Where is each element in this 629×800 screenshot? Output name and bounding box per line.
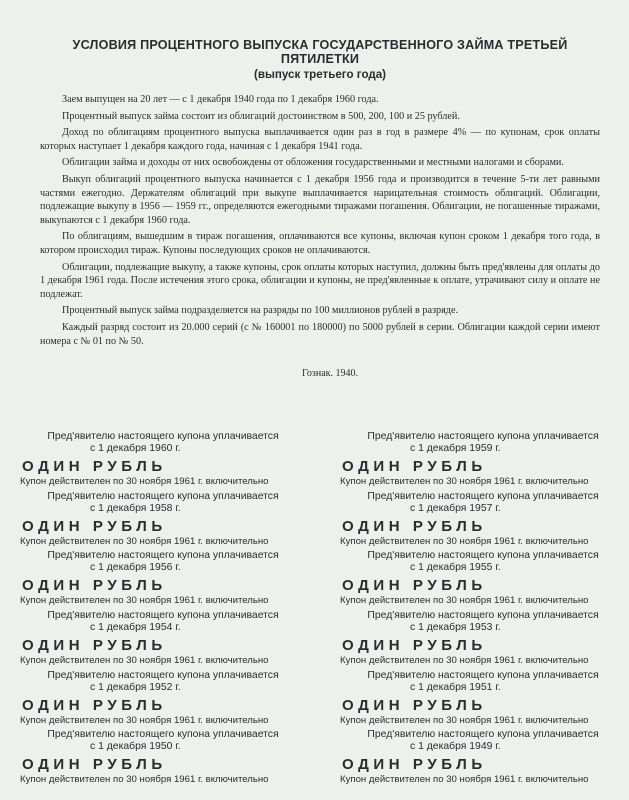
coupon xyxy=(338,491,628,549)
coupon-date: с 1 декабря 1949 г. xyxy=(410,741,501,752)
conditions-paragraph: Доход по облигациям процентного выпуска выплачивается один раз в год в размере 4% — по купонам, срок оплаты которых наступает 1 декабря каждого года, начиная с 1 декабря 1941 года. xyxy=(40,127,600,152)
coupon-date: с 1 декабря 1951 г. xyxy=(410,682,501,693)
coupon-validity: Купон действителен по 30 ноября 1961 г. включительно xyxy=(340,536,589,547)
coupon-payee-line: Пред'явителю настоящего купона уплачивается xyxy=(47,670,279,681)
coupon-date: с 1 декабря 1959 г. xyxy=(410,443,501,454)
conditions-subtitle: (выпуск третьего года) xyxy=(253,68,387,81)
conditions-paragraph: Каждый разряд состоит из 20.000 серий (с № 160001 по 180000) по 5000 рублей в серии. Облигации каждой серии имеют номера с № 01 по № 50. xyxy=(40,321,600,347)
conditions-title: УСЛОВИЯ ПРОЦЕНТНОГО ВЫПУСКА ГОСУДАРСТВЕННОГО ЗАЙМА ТРЕТЬЕЙ ПЯТИЛЕТКИ xyxy=(72,38,568,66)
coupon-amount: ОДИН РУБЛЬ xyxy=(22,458,167,475)
loan-conditions xyxy=(40,38,600,379)
conditions-paragraph: Процентный выпуск займа подразделяется на разряды по 100 миллионов рублей в разряде. xyxy=(62,305,459,317)
coupon xyxy=(338,431,628,489)
coupon-validity: Купон действителен по 30 ноября 1961 г. включительно xyxy=(340,774,589,785)
coupon-validity: Купон действителен по 30 ноября 1961 г. включительно xyxy=(20,715,269,726)
coupon-date: с 1 декабря 1958 г. xyxy=(90,503,181,514)
conditions-paragraph: Облигации, подлежащие выкупу, а также купоны, срок оплаты которых наступил, должны быть пред'явлены для оплаты до 1 декабря 1961 года. После истечения этого срока, облигации и купоны, не пред'явленные к оплате, утрачивают силу и оплате не подлежат. xyxy=(40,261,600,300)
coupon-validity: Купон действителен по 30 ноября 1961 г. включительно xyxy=(20,774,269,785)
coupon-amount: ОДИН РУБЛЬ xyxy=(342,577,487,594)
coupon-date: с 1 декабря 1953 г. xyxy=(410,622,501,633)
coupon-payee-line: Пред'явителю настоящего купона уплачивается xyxy=(47,431,279,442)
coupon-payee-line: Пред'явителю настоящего купона уплачивается xyxy=(47,729,279,740)
coupon xyxy=(18,610,308,668)
coupon-amount: ОДИН РУБЛЬ xyxy=(342,518,487,535)
coupon-amount: ОДИН РУБЛЬ xyxy=(342,458,487,475)
coupon-amount: ОДИН РУБЛЬ xyxy=(22,697,167,714)
coupon-validity: Купон действителен по 30 ноября 1961 г. включительно xyxy=(20,536,269,547)
coupon xyxy=(338,610,628,668)
conditions-paragraph: Выкуп облигаций процентного выпуска начинается с 1 декабря 1956 года и производится в течение 5-ти лет равными частями ежегодно. Держателям облигаций при выкупе выплачивается нарицательная стоимость облигаций. Облигации, подлежащие выкупу в 1956 — 1959 гг., определяются ежегодными тиражами погашения. Облигации, не погашенные тиражами, выкупаются с 1 декабря 1960 года. xyxy=(40,173,600,226)
coupon-date: с 1 декабря 1954 г. xyxy=(90,622,181,633)
coupon-validity: Купон действителен по 30 ноября 1961 г. включительно xyxy=(20,595,269,606)
coupon-amount: ОДИН РУБЛЬ xyxy=(22,637,167,654)
coupon-validity: Купон действителен по 30 ноября 1961 г. включительно xyxy=(340,595,589,606)
coupon-date: с 1 декабря 1955 г. xyxy=(410,562,501,573)
coupon xyxy=(18,729,308,787)
coupon-payee-line: Пред'явителю настоящего купона уплачивается xyxy=(367,610,599,621)
coupon-payee-line: Пред'явителю настоящего купона уплачивается xyxy=(367,431,599,442)
coupon-payee-line: Пред'явителю настоящего купона уплачивается xyxy=(367,550,599,561)
coupon-amount: ОДИН РУБЛЬ xyxy=(22,577,167,594)
coupon-grid xyxy=(0,431,629,800)
coupon-validity: Купон действителен по 30 ноября 1961 г. включительно xyxy=(340,476,589,487)
coupon xyxy=(18,431,308,489)
coupon-validity: Купон действителен по 30 ноября 1961 г. включительно xyxy=(340,655,589,666)
conditions-paragraph: Процентный выпуск займа состоит из облигаций достоинством в 500, 200, 100 и 25 рублей. xyxy=(62,110,460,122)
coupon-date: с 1 декабря 1960 г. xyxy=(90,443,181,454)
coupon-payee-line: Пред'явителю настоящего купона уплачивается xyxy=(367,729,599,740)
conditions-paragraph: По облигациям, вышедшим в тираж погашения, оплачиваются все купоны, включая купон сроком 1 декабря того года, в котором происходил тираж. Купоны последующих сроков не оплачиваются. xyxy=(40,231,600,256)
conditions-paragraph: Облигации займа и доходы от них освобождены от обложения государственными и местными налогами и сборами. xyxy=(62,157,564,169)
coupon-payee-line: Пред'явителю настоящего купона уплачивается xyxy=(47,610,279,621)
coupon-validity: Купон действителен по 30 ноября 1961 г. включительно xyxy=(20,476,269,487)
coupon-amount: ОДИН РУБЛЬ xyxy=(22,756,167,773)
coupon-amount: ОДИН РУБЛЬ xyxy=(342,756,487,773)
conditions-paragraph: Заем выпущен на 20 лет — с 1 декабря 1940 года по 1 декабря 1960 года. xyxy=(62,94,379,105)
coupon-date: с 1 декабря 1952 г. xyxy=(90,682,181,693)
coupon-amount: ОДИН РУБЛЬ xyxy=(342,637,487,654)
coupon-payee-line: Пред'явителю настоящего купона уплачивается xyxy=(367,491,599,502)
coupon-payee-line: Пред'явителю настоящего купона уплачивается xyxy=(47,491,279,502)
coupon xyxy=(18,670,308,728)
coupon-amount: ОДИН РУБЛЬ xyxy=(22,518,167,535)
coupon xyxy=(18,550,308,608)
coupon xyxy=(338,670,628,728)
coupon xyxy=(338,550,628,608)
coupon-date: с 1 декабря 1957 г. xyxy=(410,503,501,514)
coupon xyxy=(338,729,628,787)
coupon-payee-line: Пред'явителю настоящего купона уплачивается xyxy=(367,670,599,681)
coupon xyxy=(18,491,308,549)
coupon-validity: Купон действителен по 30 ноября 1961 г. включительно xyxy=(340,715,589,726)
coupon-amount: ОДИН РУБЛЬ xyxy=(342,697,487,714)
coupon-date: с 1 декабря 1956 г. xyxy=(90,562,181,573)
coupon-date: с 1 декабря 1950 г. xyxy=(90,741,181,752)
coupon-payee-line: Пред'явителю настоящего купона уплачивается xyxy=(47,550,279,561)
coupon-validity: Купон действителен по 30 ноября 1961 г. включительно xyxy=(20,655,269,666)
printer-imprint: Гознак. 1940. xyxy=(301,368,358,380)
